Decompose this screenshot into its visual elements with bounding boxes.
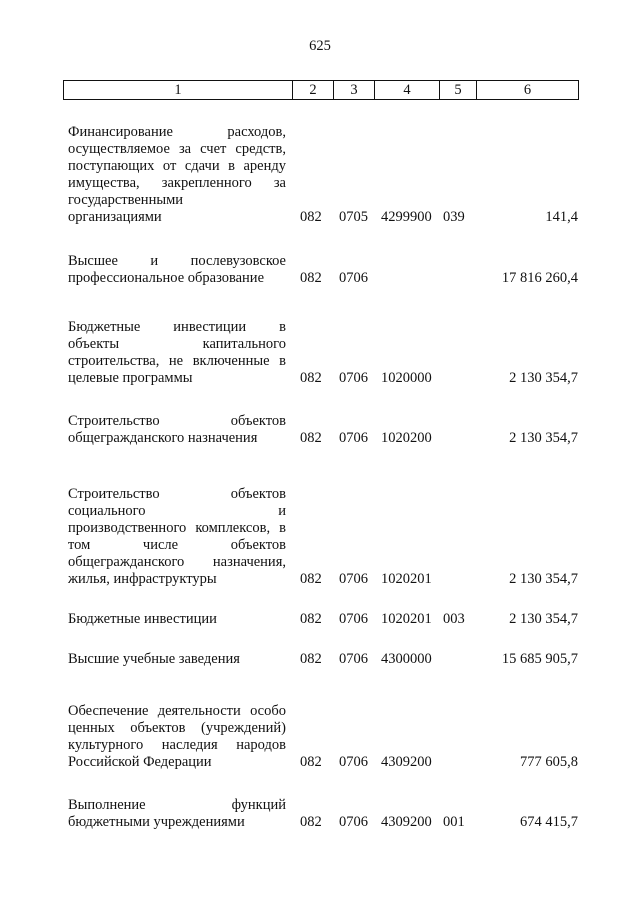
- row-cell-c3: 0706: [339, 651, 368, 667]
- description-line: Бюджетные инвестиции: [68, 611, 217, 627]
- column-header-row: [64, 81, 579, 100]
- description-line: Строительство объектов: [68, 413, 286, 429]
- row-cell-c2: 082: [300, 571, 322, 587]
- row-cell-c4: 1020000: [381, 370, 432, 386]
- description-line: жилья, инфраструктуры: [68, 571, 217, 587]
- row-cell-c4: 4300000: [381, 651, 432, 667]
- column-header-6: 6: [477, 81, 579, 100]
- description-line: организациями: [68, 209, 162, 225]
- row-cell-c4: 1020201: [381, 571, 432, 587]
- row-cell-c2: 082: [300, 370, 322, 386]
- row-cell-c3: 0706: [339, 814, 368, 830]
- row-cell-c3: 0705: [339, 209, 368, 225]
- row-cell-c2: 082: [300, 754, 322, 770]
- row-cell-c3: 0706: [339, 370, 368, 386]
- row-cell-c2: 082: [300, 430, 322, 446]
- page-number: 625: [309, 38, 331, 54]
- column-header-table: [63, 80, 579, 100]
- row-description: [68, 253, 286, 287]
- row-cell-c3: 0706: [339, 270, 368, 286]
- row-cell-c3: 0706: [339, 611, 368, 627]
- description-line: Выполнение функций: [68, 797, 286, 813]
- description-line: общегражданского назначения,: [68, 554, 286, 570]
- row-cell-c4: 1020201: [381, 611, 432, 627]
- description-line: государственными: [68, 192, 184, 208]
- row-description: [68, 486, 286, 588]
- column-header-2: 2: [293, 81, 334, 100]
- row-cell-c5: 003: [443, 611, 465, 627]
- description-line: ценных объектов (учреждений): [68, 720, 286, 736]
- row-cell-c6: 2 130 354,7: [509, 370, 578, 386]
- row-cell-c2: 082: [300, 611, 322, 627]
- column-header-5: 5: [440, 81, 477, 100]
- row-cell-c4: 4309200: [381, 814, 432, 830]
- description-line: Высшее и послевузовское: [68, 253, 286, 269]
- row-cell-c2: 082: [300, 651, 322, 667]
- row-cell-c2: 082: [300, 270, 322, 286]
- row-cell-c3: 0706: [339, 754, 368, 770]
- row-cell-c5: 039: [443, 209, 465, 225]
- description-line: Строительство объектов: [68, 486, 286, 502]
- row-cell-c4: 4309200: [381, 754, 432, 770]
- description-line: имущества, закрепленного за: [68, 175, 286, 191]
- row-description: [68, 124, 286, 226]
- description-line: профессиональное образование: [68, 270, 265, 286]
- row-description: [68, 611, 286, 628]
- row-description: [68, 703, 286, 771]
- description-line: Бюджетные инвестиции в: [68, 319, 286, 335]
- description-line: целевые программы: [68, 370, 193, 386]
- description-line: Финансирование расходов,: [68, 124, 286, 140]
- description-line: строительства, не включенные в: [68, 353, 286, 369]
- row-cell-c6: 2 130 354,7: [509, 430, 578, 446]
- description-line: Обеспечение деятельности особо: [68, 703, 286, 719]
- row-description: [68, 651, 286, 668]
- description-line: поступающих от сдачи в аренду: [68, 158, 286, 174]
- column-header-1: 1: [64, 81, 293, 100]
- row-description: [68, 319, 286, 387]
- row-description: [68, 413, 286, 447]
- row-cell-c6: 141,4: [545, 209, 578, 225]
- row-cell-c6: 674 415,7: [520, 814, 578, 830]
- description-line: социального и: [68, 503, 286, 519]
- row-cell-c6: 2 130 354,7: [509, 611, 578, 627]
- row-cell-c6: 777 605,8: [520, 754, 578, 770]
- description-line: Высшие учебные заведения: [68, 651, 240, 667]
- description-line: осуществляемое за счет средств,: [68, 141, 286, 157]
- description-line: том числе объектов: [68, 537, 286, 553]
- row-cell-c6: 17 816 260,4: [501, 270, 578, 286]
- description-line: бюджетными учреждениями: [68, 814, 245, 830]
- row-cell-c2: 082: [300, 209, 322, 225]
- column-header-4: 4: [375, 81, 440, 100]
- row-description: [68, 797, 286, 831]
- row-cell-c4: 4299900: [381, 209, 432, 225]
- description-line: Российской Федерации: [68, 754, 212, 770]
- row-cell-c3: 0706: [339, 430, 368, 446]
- row-cell-c6: 15 685 905,7: [501, 651, 578, 667]
- row-cell-c4: 1020200: [381, 430, 432, 446]
- row-cell-c5: 001: [443, 814, 465, 830]
- row-cell-c3: 0706: [339, 571, 368, 587]
- column-header-3: 3: [334, 81, 375, 100]
- description-line: культурного наследия народов: [68, 737, 286, 753]
- description-line: общегражданского назначения: [68, 430, 258, 446]
- row-cell-c6: 2 130 354,7: [509, 571, 578, 587]
- row-cell-c2: 082: [300, 814, 322, 830]
- description-line: объекты капитального: [68, 336, 286, 352]
- description-line: производственного комплексов, в: [68, 520, 286, 536]
